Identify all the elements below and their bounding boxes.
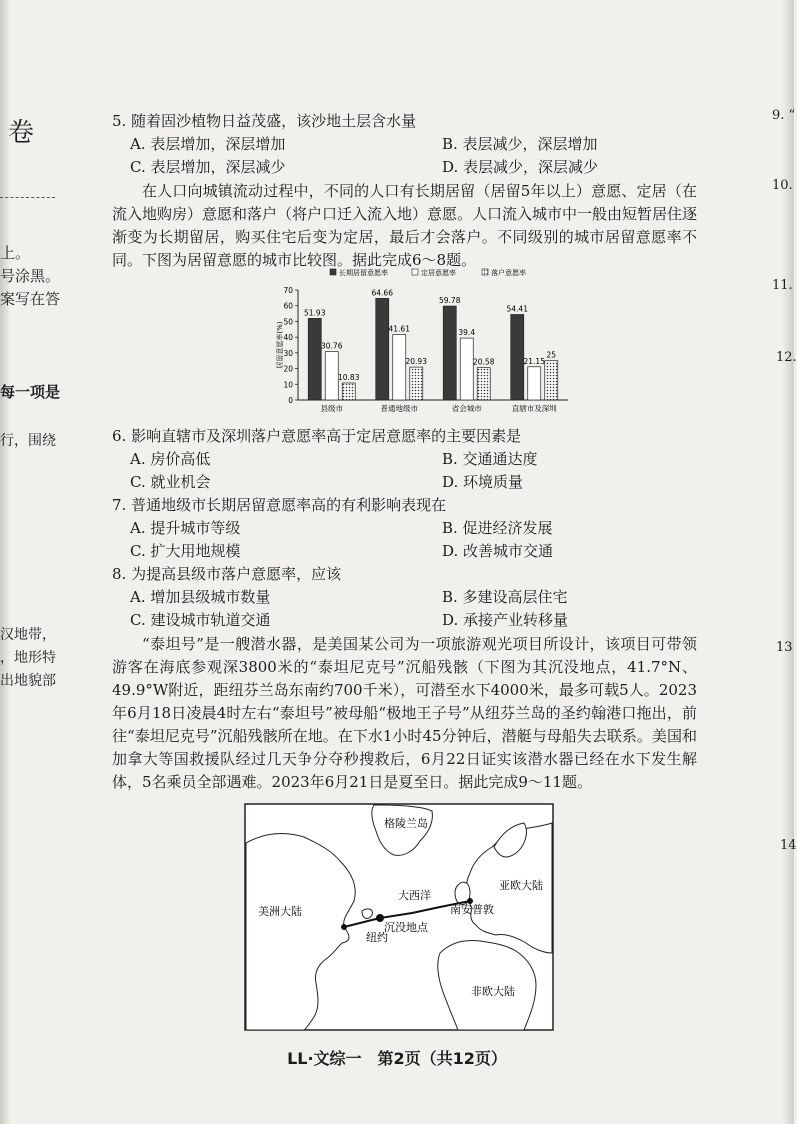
y-tick-label: 20: [283, 364, 293, 374]
legend-swatch: [330, 269, 336, 275]
q5-option-a: A. 表层增加，深层增加: [130, 135, 286, 153]
margin-question-number: 14: [780, 838, 797, 853]
margin-question-number: 13: [776, 640, 793, 655]
y-tick-label: 60: [283, 301, 293, 311]
q7-stem: 7. 普通地级市长期居留意愿率高的有利影响表现在: [112, 496, 447, 514]
margin-title-char: 卷: [8, 118, 35, 148]
bar: [308, 318, 321, 400]
label-sink-site: 沉没地点: [384, 921, 428, 934]
q6-option-d: D. 环境质量: [442, 473, 524, 491]
label-atlantic: 大西洋: [398, 889, 431, 902]
q8-option-b: B. 多建设高层住宅: [442, 588, 568, 606]
label-newyork: 纽约: [366, 931, 388, 944]
margin-fragment: 行，围绕: [0, 433, 56, 449]
label-africa: 非欧大陆: [471, 985, 515, 998]
data-label: 51.93: [304, 308, 326, 318]
sink-site-marker: [376, 914, 384, 922]
page-binding-shadow: [0, 0, 10, 1124]
q6-option-b: B. 交通通达度: [442, 450, 538, 468]
margin-fragment: 上。: [0, 244, 31, 262]
passage-population-flow: [112, 180, 697, 272]
data-label: 59.78: [439, 296, 461, 306]
margin-question-number: 11.: [772, 278, 793, 293]
data-label: 20.58: [473, 357, 495, 367]
y-tick-label: 10: [283, 380, 293, 390]
legend-label: 落户意愿率: [491, 269, 526, 277]
bar: [325, 352, 338, 400]
bar-chart: [276, 266, 576, 416]
y-tick-label: 70: [283, 286, 293, 295]
category-label: 县级市: [320, 404, 343, 413]
label-americas: 美洲大陆: [258, 905, 302, 918]
q5-option-c: C. 表层增加，深层减少: [130, 158, 286, 176]
q7-option-c: C. 扩大用地规模: [130, 542, 241, 560]
margin-fragment: 汉地带，: [0, 627, 56, 643]
legend-swatch: [412, 269, 418, 275]
bar: [342, 383, 355, 400]
y-tick-label: 50: [283, 317, 293, 327]
margin-question-number: 9. “: [772, 108, 796, 123]
category-label: 直辖市及深圳: [511, 404, 557, 413]
data-label: 21.15: [523, 356, 545, 366]
margin-question-number: 12.: [776, 350, 797, 365]
legend-label: 定居意愿率: [421, 269, 456, 277]
data-label: 30.76: [321, 341, 343, 351]
newyork-marker: [341, 924, 347, 930]
passage-text: “泰坦号”是一艘潜水器，是美国某公司为一项旅游观光项目所设计，该项目可带领游客在海底参观深3800米的“泰坦尼克号”沉船残骸（下图为其沉没地点，41.7°N、49.9°W附近，距纽芬兰岛东南约700千米），可潜至水下4000米，最多可载5人。2023年6月18日凌晨4时左右“泰坦号”被母船“极地王子号”从纽芬兰岛的圣约翰港口拖出，前往“泰坦尼克号”沉船残骸所在地。在下水1小时45分钟后，潜艇与母船失去联系。美国和加拿大等国救援队经过几天争分夺秒搜救后，6月22日证实该潜水器已经在水下发生解体，5名乘员全部遇难。2023年6月21日是夏至日。据此完成9～11题。: [112, 635, 697, 791]
q8-option-a: A. 增加县级城市数量: [130, 588, 271, 606]
bar: [528, 367, 541, 400]
newfoundland-shape: [362, 909, 372, 919]
margin-fragment: 号涂黑。: [0, 267, 61, 285]
q7-option-a: A. 提升城市等级: [130, 519, 241, 537]
category-label: 省会城市: [451, 404, 482, 413]
north-atlantic-map: [244, 803, 554, 1031]
data-label: 64.66: [371, 288, 393, 298]
map-graphic: [244, 803, 554, 1031]
margin-question-number: 10.: [772, 178, 793, 193]
legend-label: 长期居留意愿率: [339, 269, 388, 277]
bar: [477, 368, 490, 400]
y-tick-label: 0: [288, 396, 293, 405]
legend-swatch: [482, 269, 488, 275]
page-footer: LL·文综一 第2页（共12页）: [287, 1049, 507, 1068]
residence-willingness-chart: [276, 266, 576, 416]
q7-option-b: B. 促进经济发展: [442, 519, 553, 537]
bar: [410, 367, 423, 400]
bar: [393, 335, 406, 400]
label-eurasia: 亚欧大陆: [499, 879, 543, 892]
q5-stem: 5. 随着固沙植物日益茂盛，该沙地土层含水量: [112, 112, 417, 130]
category-label: 普通地级市: [380, 404, 418, 413]
q8-option-d: D. 承接产业转移量: [442, 611, 569, 629]
q5-option-b: B. 表层减少，深层增加: [442, 135, 598, 153]
bar: [376, 298, 389, 400]
y-tick-label: 30: [283, 348, 293, 358]
q6-option-a: A. 房价高低: [130, 450, 211, 468]
bar: [443, 306, 456, 400]
label-greenland: 格陵兰岛: [384, 817, 428, 830]
q5-option-d: D. 表层减少，深层减少: [442, 158, 599, 176]
label-southampton: 南安普敦: [450, 903, 494, 916]
data-label: 20.93: [405, 357, 427, 367]
q7-option-d: D. 改善城市交通: [442, 542, 554, 560]
q8-option-c: C. 建设城市轨道交通: [130, 611, 271, 629]
passage-titan-submersible: [112, 633, 697, 794]
margin-fragment: ，地形特: [0, 650, 56, 666]
margin-divider: [0, 197, 55, 198]
bar: [511, 314, 524, 400]
q6-stem: 6. 影响直辖市及深圳落户意愿率高于定居意愿率的主要因素是: [112, 427, 522, 445]
q8-stem: 8. 为提高县级市落户意愿率，应该: [112, 565, 342, 583]
y-axis-label: 居留意愿率(%): [276, 321, 284, 369]
margin-fragment: 每一项是: [0, 383, 61, 401]
data-label: 41.61: [388, 324, 410, 334]
bar: [545, 361, 558, 400]
y-tick-label: 40: [283, 333, 293, 343]
bar: [460, 338, 473, 400]
data-label: 10.83: [338, 372, 360, 382]
margin-fragment: 案写在答: [0, 290, 61, 308]
data-label: 54.41: [506, 304, 528, 314]
margin-fragment: 出地貌部: [0, 673, 56, 689]
passage-text: 在人口向城镇流动过程中，不同的人口有长期居留（居留5年以上）意愿、定居（在流入地购房）意愿和落户（将户口迁入流入地）意愿。人口流入城市中一般由短暂居住逐渐变为长期留居，购买住宅后变为定居，最后才会落户。不同级别的城市居留意愿率不同。下图为居留意愿的城市比较图。据此完成6～8题。: [112, 182, 698, 269]
data-label: 39.4: [458, 328, 476, 338]
q6-option-c: C. 就业机会: [130, 473, 211, 491]
data-label: 25: [546, 350, 557, 360]
page-edge-shadow: [782, 0, 794, 1124]
